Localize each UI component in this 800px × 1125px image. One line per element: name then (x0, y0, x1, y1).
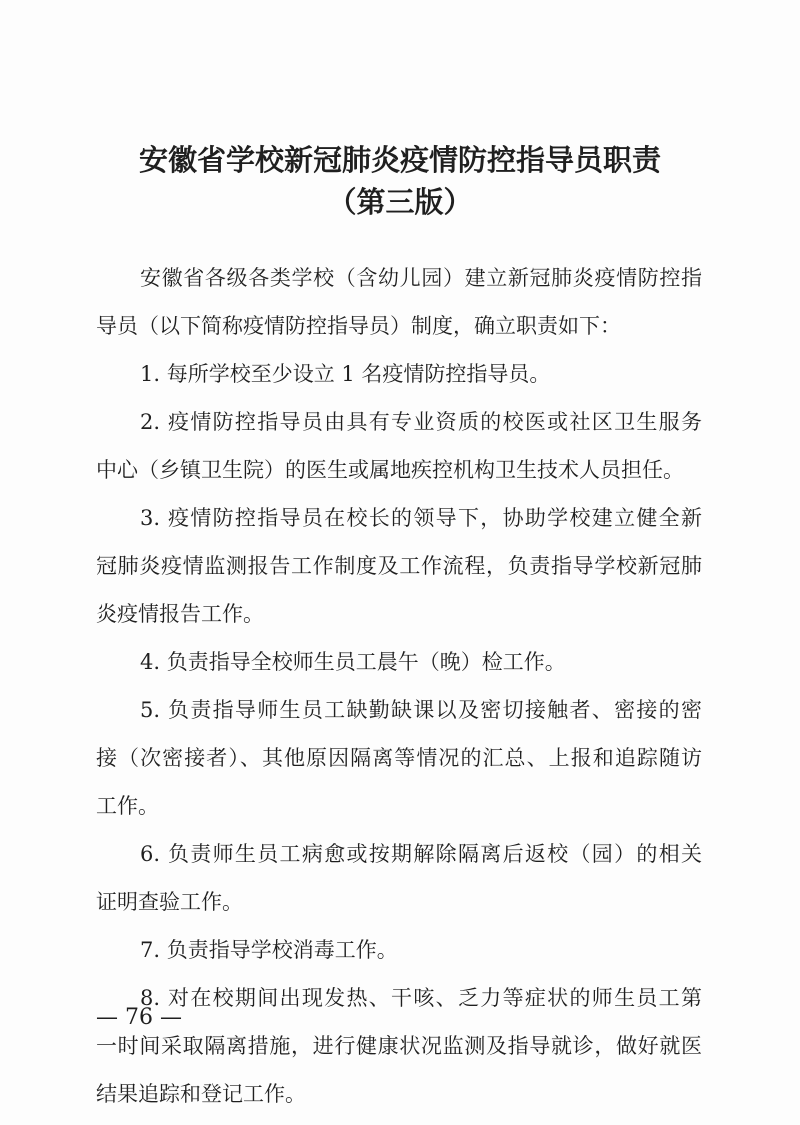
paragraph-line: 工作。 (96, 794, 159, 818)
document-title: 安徽省学校新冠肺炎疫情防控指导员职责 (138, 143, 661, 177)
paragraph-line: 炎疫情报告工作。 (96, 602, 264, 626)
paragraph-line: 中心（乡镇卫生院）的医生或属地疾控机构卫生技术人员担任。 (96, 458, 684, 482)
paragraph-line: 冠肺炎疫情监测报告工作制度及工作流程，负责指导学校新冠肺 (96, 554, 702, 578)
paragraph-line: 导员（以下简称疫情防控指导员）制度，确立职责如下： (96, 314, 621, 338)
paragraph-line: 证明查验工作。 (96, 890, 243, 914)
document-body (96, 254, 702, 1118)
paragraph-line: 8. 对在校期间出现发热、干咳、乏力等症状的师生员工第 (140, 986, 702, 1010)
paragraph-line: 6. 负责师生员工病愈或按期解除隔离后返校（园）的相关 (140, 842, 702, 866)
document-subtitle: （第三版） (327, 185, 473, 219)
paragraph-line: 3. 疫情防控指导员在校长的领导下，协助学校建立健全新 (140, 506, 702, 530)
paragraph-line: 结果追踪和登记工作。 (96, 1082, 306, 1106)
paragraph-line: 安徽省各级各类学校（含幼儿园）建立新冠肺炎疫情防控指 (140, 266, 702, 290)
page-number: — 76 — (96, 1005, 182, 1030)
paragraph-line: 5. 负责指导师生员工缺勤缺课以及密切接触者、密接的密 (140, 698, 702, 722)
paragraph-line: 一时间采取隔离措施，进行健康状况监测及指导就诊，做好就医 (96, 1034, 702, 1058)
paragraph-line: 4. 负责指导全校师生员工晨午（晚）检工作。 (140, 650, 566, 674)
paragraph-line: 1. 每所学校至少设立 1 名疫情防控指导员。 (140, 362, 551, 386)
paragraph-line: 7. 负责指导学校消毒工作。 (140, 938, 398, 962)
paragraph-line: 接（次密接者）、其他原因隔离等情况的汇总、上报和追踪随访 (96, 746, 702, 770)
paragraph-line: 2. 疫情防控指导员由具有专业资质的校医或社区卫生服务 (140, 410, 702, 434)
